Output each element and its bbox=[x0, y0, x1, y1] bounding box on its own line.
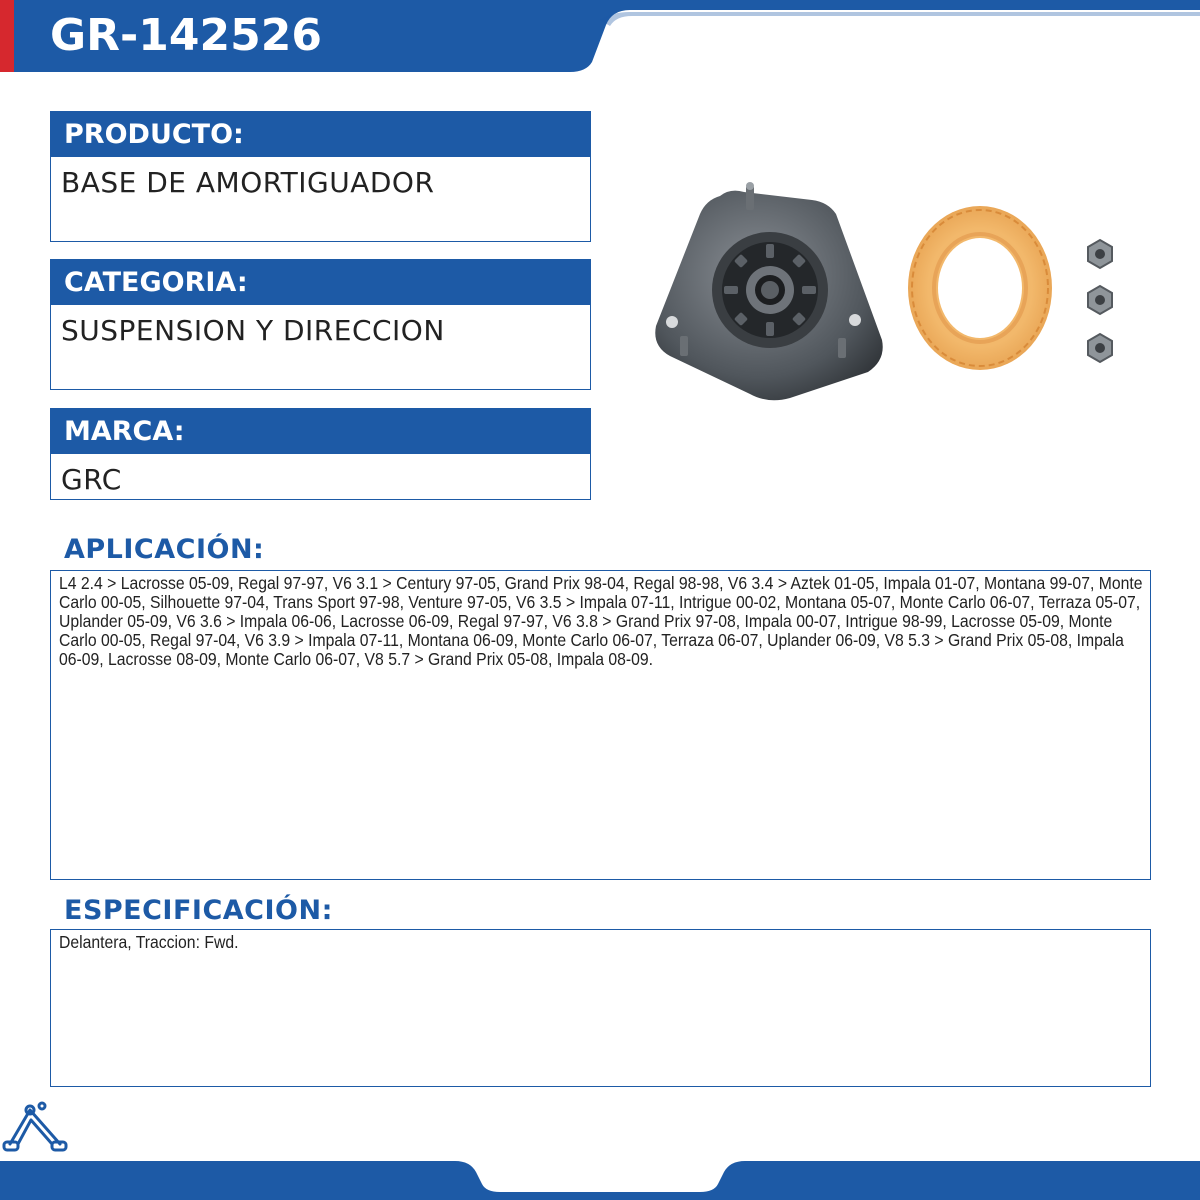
part-number: GR-142526 bbox=[50, 10, 322, 61]
producto-label: PRODUCTO: bbox=[51, 112, 590, 157]
marca-value: GRC bbox=[61, 463, 122, 496]
nuts bbox=[1088, 240, 1112, 362]
categoria-value: SUSPENSION Y DIRECCION bbox=[61, 314, 445, 347]
header-bar bbox=[0, 0, 1200, 75]
marca-box bbox=[50, 408, 591, 500]
especificacion-box bbox=[50, 929, 1151, 1087]
especificacion-text: Delantera, Traccion: Fwd. bbox=[59, 932, 239, 952]
producto-value: BASE DE AMORTIGUADOR bbox=[61, 166, 435, 199]
marca-label: MARCA: bbox=[51, 409, 590, 454]
categoria-label: CATEGORIA: bbox=[51, 260, 590, 305]
aplicacion-box bbox=[50, 570, 1151, 880]
categoria-box bbox=[50, 259, 591, 390]
bearing-ring bbox=[908, 206, 1052, 370]
aplicacion-title: APLICACIÓN: bbox=[64, 534, 265, 565]
producto-box bbox=[50, 111, 591, 242]
footer-bar bbox=[0, 1100, 1200, 1200]
strut-mount-plate bbox=[655, 182, 882, 400]
footer-category-label: SUSPENSIÓN Y DIRECCIÓN bbox=[506, 1163, 694, 1178]
especificacion-title: ESPECIFICACIÓN: bbox=[64, 895, 333, 926]
footer-shape bbox=[0, 1100, 1200, 1200]
product-image bbox=[640, 170, 1140, 420]
aplicacion-text: L4 2.4 > Lacrosse 05-09, Regal 97-97, V6 3.1 > Century 97-05, Grand Prix 98-04, Regal 98-98, V6 3.4 > Aztek 01-05, Impala 01-07, Montana 99-07, Monte Carlo 00-05, Silhouette 97-04, Trans Sport 97-98, Venture 97-05, V6 3.5 > Impala 07-11, Intrigue 00-02, Montana 05-07, Monte Carlo 06-07, Terraza 05-07, Uplander 05-09, V6 3.6 > Impala 06-06, Lacrosse 06-09, Regal 97-97, V6 3.8 > Grand Prix 97-08, Impala 00-07, Intrigue 98-99, Lacrosse 05-09, Monte Carlo 00-05, Regal 97-04, V6 3.9 > Impala 07-11, Montana 06-09, Monte Carlo 06-07, Terraza 06-07, Uplander 06-09, V8 5.3 > Grand Prix 05-08, Impala 06-09, Lacrosse 08-09, Monte Carlo 06-07, V8 5.7 > Grand Prix 05-08, Impala 08-09. bbox=[59, 573, 1143, 669]
control-arm-icon bbox=[0, 1100, 70, 1160]
